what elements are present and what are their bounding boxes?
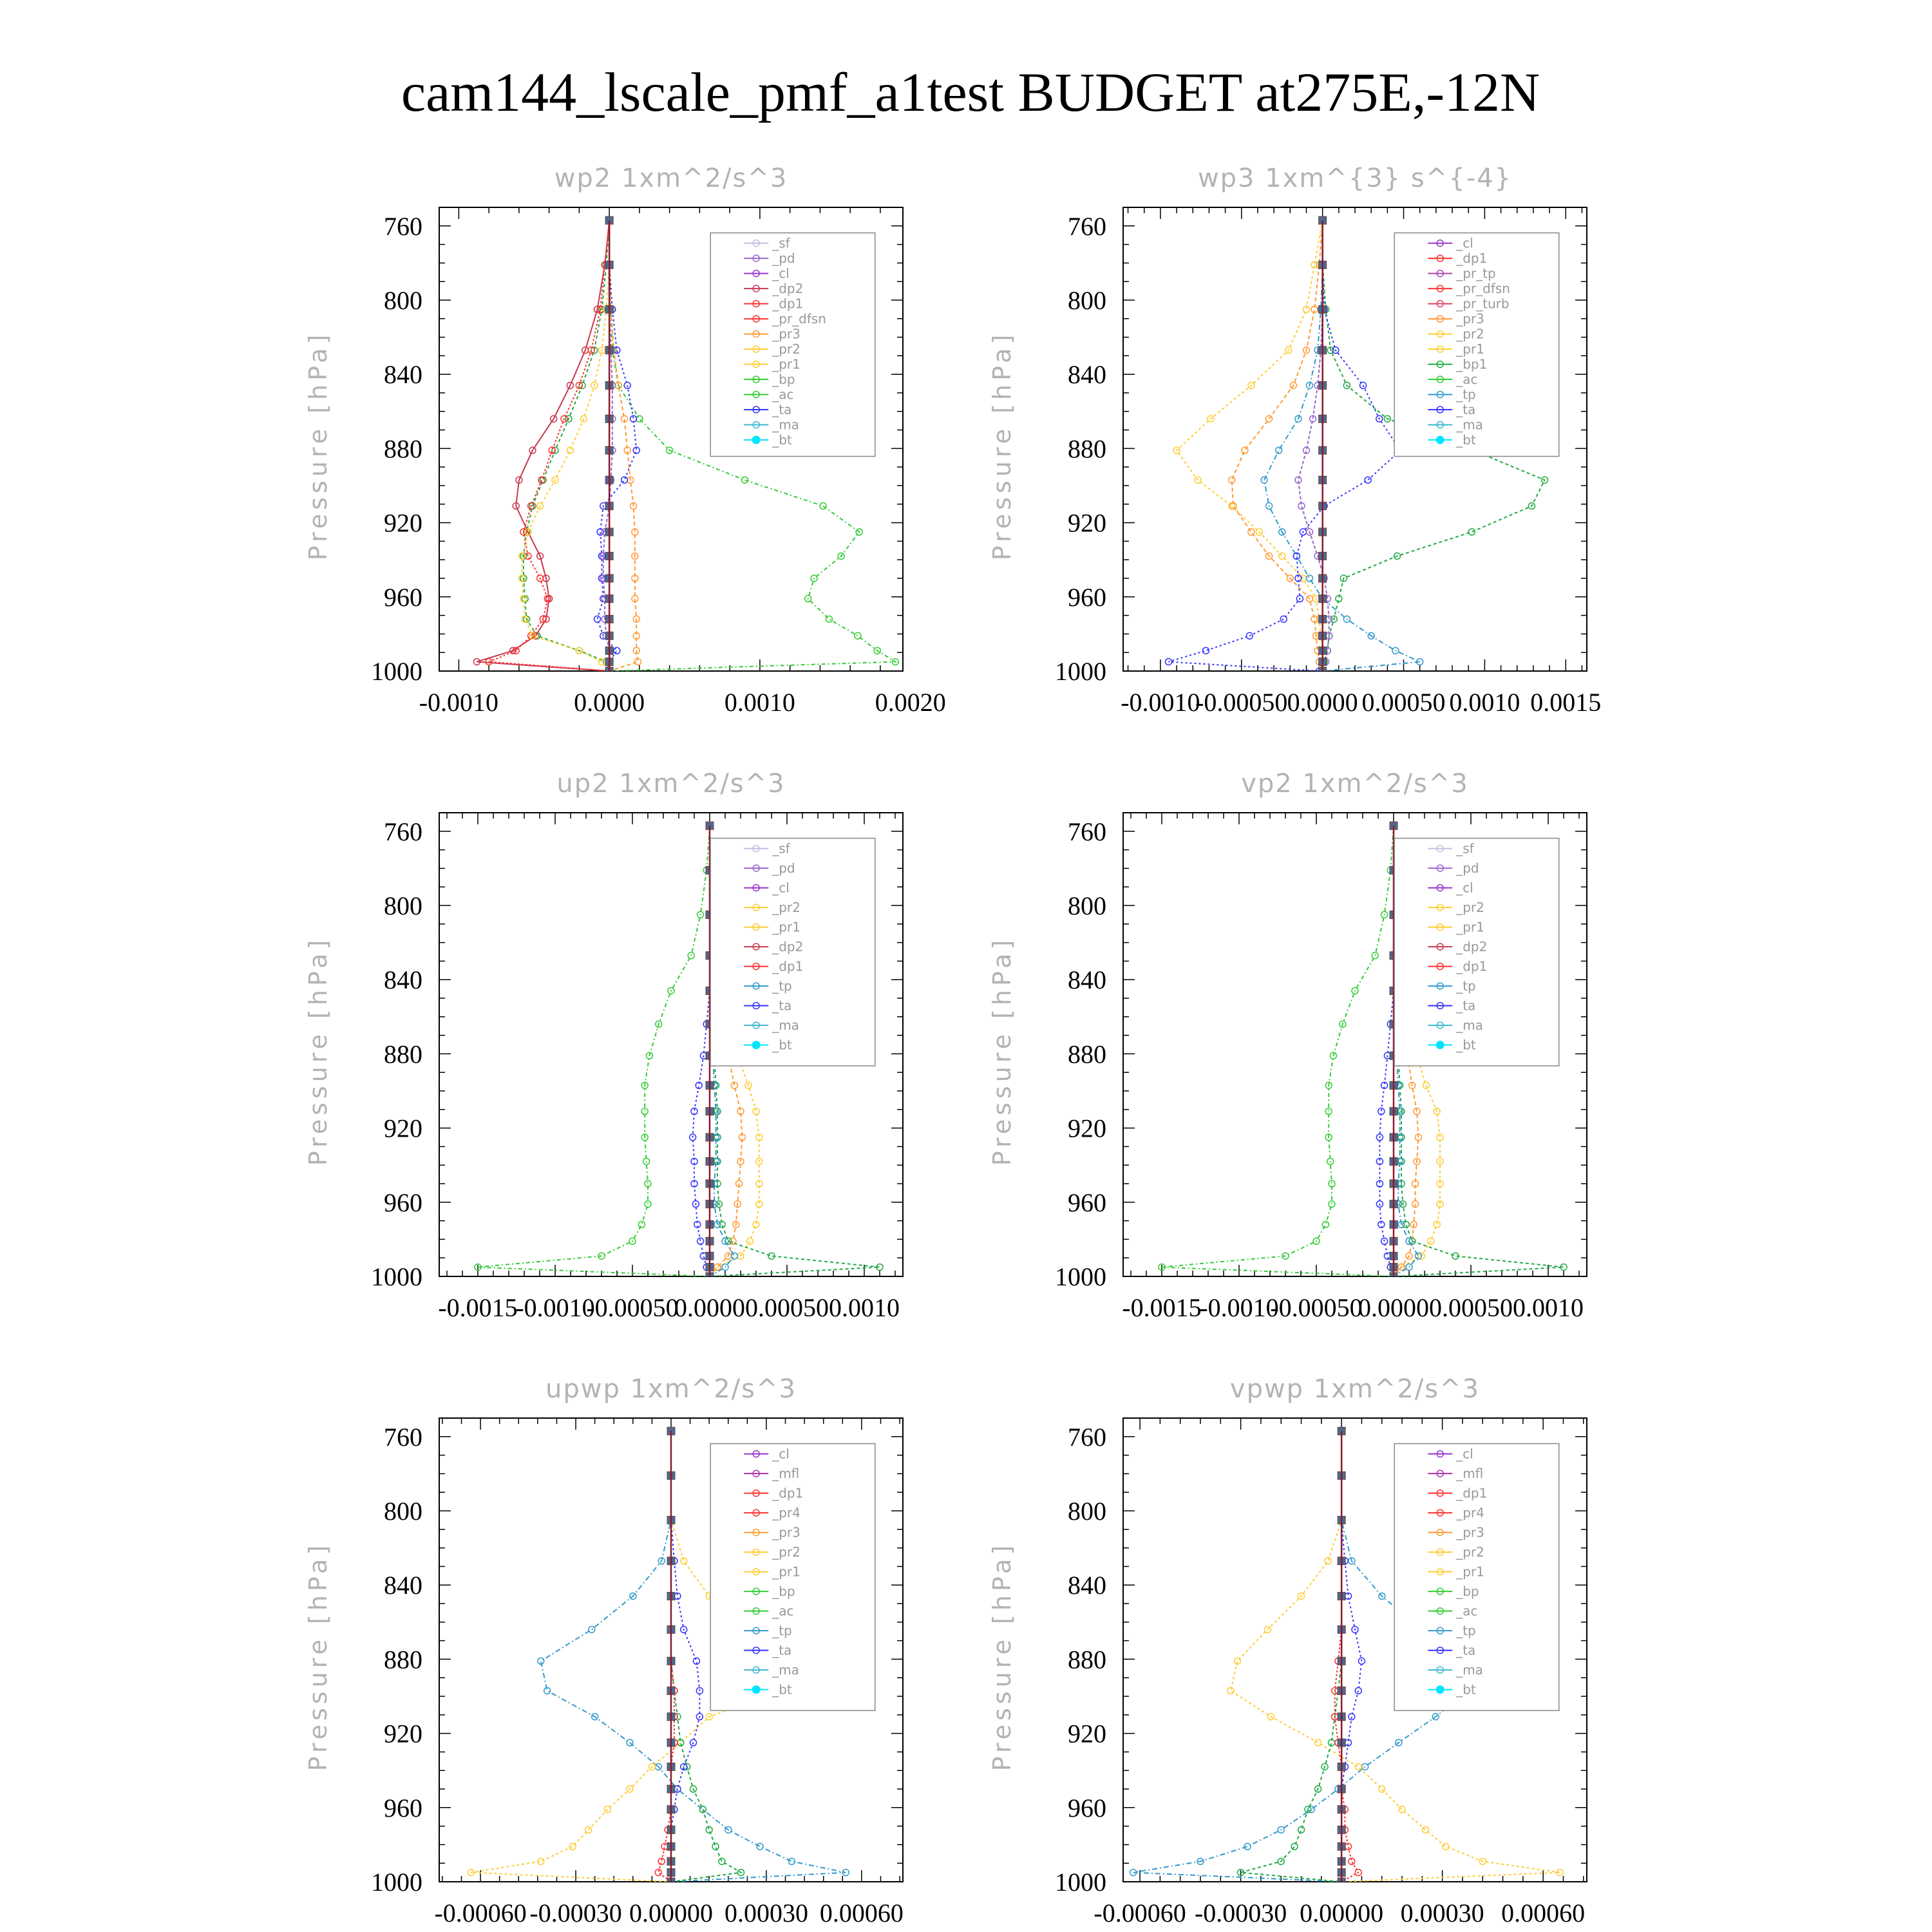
x-tick-label: 0.0000 xyxy=(674,1293,745,1322)
series-point xyxy=(1322,1221,1329,1227)
legend-entry: _ac xyxy=(1456,372,1478,388)
panels xyxy=(304,164,1601,1927)
legend-entry: _pr2 xyxy=(1456,1544,1484,1560)
legend-entry: _ac xyxy=(772,1603,794,1619)
legend-entry: _pr1 xyxy=(772,356,800,372)
series-point xyxy=(567,447,573,453)
series-line xyxy=(1298,220,1329,671)
legend-entry: _bt xyxy=(772,1037,792,1053)
series-point xyxy=(1355,1763,1361,1770)
series-point xyxy=(1325,1558,1331,1564)
y-tick-label: 840 xyxy=(384,360,422,390)
x-tick-label: 0.00000 xyxy=(1300,1899,1384,1927)
y-tick-label: 840 xyxy=(1068,360,1106,390)
legend-entry: _tp xyxy=(1456,978,1476,994)
series-point xyxy=(706,1826,712,1833)
legend-entry: _dp2 xyxy=(1456,939,1488,955)
panel-title: up2 1xm^2/s^3 xyxy=(556,769,786,799)
y-tick-label: 920 xyxy=(384,1113,422,1143)
legend-entry: _pr2 xyxy=(1456,900,1484,916)
series-point xyxy=(1443,1843,1449,1850)
y-axis-label: Pressure [hPa] xyxy=(988,1541,1016,1772)
series-point xyxy=(719,1858,725,1864)
legend-entry: _cl xyxy=(772,1446,790,1462)
series-line xyxy=(1232,220,1323,671)
series-point xyxy=(731,1253,737,1259)
series-point xyxy=(742,477,748,483)
legend-entry: _bt xyxy=(1456,1681,1476,1698)
y-tick-label: 840 xyxy=(384,1571,422,1600)
legend-entry: _cl xyxy=(1456,880,1473,896)
x-tick-label: -0.0015 xyxy=(1122,1293,1202,1322)
legend-entry: _bt xyxy=(1456,1037,1476,1053)
series-point xyxy=(638,1221,645,1227)
series-point xyxy=(569,1843,576,1850)
panel-3 xyxy=(304,769,903,1322)
legend-entry: _pr2 xyxy=(772,1544,800,1560)
series-point xyxy=(1329,1201,1335,1208)
series-point xyxy=(855,632,861,639)
series-point xyxy=(712,1843,719,1850)
series-point xyxy=(1291,1843,1298,1850)
series-point xyxy=(641,1108,648,1115)
y-tick-label: 840 xyxy=(384,965,422,995)
legend-entry: _ta xyxy=(1456,1642,1476,1658)
legend-entry: _pr1 xyxy=(1456,341,1484,357)
series-point xyxy=(1248,529,1255,535)
x-tick-label: 0.0020 xyxy=(875,688,946,717)
legend-entry: _ma xyxy=(1456,1018,1483,1034)
series-point xyxy=(1399,1806,1405,1813)
legend-marker xyxy=(752,436,760,444)
y-tick-label: 760 xyxy=(384,1422,422,1452)
x-tick-label: -0.0010 xyxy=(419,688,499,717)
x-tick-label: 0.0000 xyxy=(574,688,645,717)
x-tick-label: 0.00050 xyxy=(745,1293,829,1322)
legend-entry: _ac xyxy=(772,386,794,402)
y-tick-label: 920 xyxy=(384,508,422,538)
panel-5 xyxy=(304,1374,904,1927)
y-tick-label: 920 xyxy=(1068,1113,1106,1143)
y-tick-label: 960 xyxy=(384,582,422,612)
series-point xyxy=(1280,616,1287,622)
legend-entry: _cl xyxy=(772,880,790,896)
x-tick-label: -0.00030 xyxy=(529,1899,622,1927)
legend-entry: _bt xyxy=(772,1681,792,1698)
series-point xyxy=(1349,1714,1355,1720)
x-tick-label: 0.00030 xyxy=(724,1899,808,1927)
legend-entry: _mfl xyxy=(1456,1466,1484,1482)
y-tick-label: 880 xyxy=(384,434,422,464)
y-tick-label: 800 xyxy=(1068,891,1106,920)
y-tick-label: 960 xyxy=(1068,1188,1106,1217)
legend-entry: _cl xyxy=(1456,1446,1473,1462)
legend-entry: _pd xyxy=(1456,860,1479,876)
x-tick-label: -0.0010 xyxy=(1199,1293,1279,1322)
legend-entry: _pr1 xyxy=(1456,919,1484,935)
legend-entry: _pr3 xyxy=(1456,311,1484,327)
series-point xyxy=(645,1201,651,1208)
x-tick-label: -0.00060 xyxy=(1094,1899,1186,1927)
series-point xyxy=(525,553,531,559)
series-point xyxy=(1298,1826,1305,1833)
legend-entry: _pr1 xyxy=(772,1564,800,1580)
x-tick-label: 0.00030 xyxy=(1400,1899,1484,1927)
y-tick-label: 760 xyxy=(1068,1422,1106,1452)
x-tick-label: -0.00050 xyxy=(1270,1293,1363,1322)
x-tick-label: 0.0015 xyxy=(1530,688,1602,717)
x-tick-label: 0.00000 xyxy=(629,1899,713,1927)
legend-entry: _ta xyxy=(1456,402,1476,418)
x-tick-label: 0.00060 xyxy=(819,1899,904,1927)
legend-marker xyxy=(1436,1686,1444,1694)
legend-entry: _pr2 xyxy=(772,341,800,357)
legend-entry: _pr2 xyxy=(772,900,800,916)
x-tick-label: -0.00050 xyxy=(586,1293,679,1322)
x-tick-label: 0.0010 xyxy=(1449,688,1520,717)
y-tick-label: 1000 xyxy=(371,1868,422,1897)
legend-entry: _bp xyxy=(1456,1584,1479,1600)
legend-entry: _pr4 xyxy=(772,1505,800,1521)
figure-title: cam144_lscale_pmf_a1test BUDGET at275E,-12N xyxy=(401,61,1540,123)
y-axis-label: Pressure [hPa] xyxy=(988,330,1016,561)
legend-entry: _dp1 xyxy=(1456,958,1488,974)
panel-title: upwp 1xm^2/s^3 xyxy=(545,1374,797,1404)
y-tick-label: 1000 xyxy=(1055,657,1106,686)
y-tick-label: 920 xyxy=(384,1719,422,1748)
legend-entry: _bt xyxy=(772,432,792,448)
series-point xyxy=(537,503,544,509)
series-line xyxy=(1177,220,1323,671)
y-axis-label: Pressure [hPa] xyxy=(304,330,332,561)
series-point xyxy=(1372,952,1378,959)
legend-entry: _tp xyxy=(1456,386,1476,402)
legend-marker xyxy=(1436,1041,1444,1049)
x-tick-label: -0.0010 xyxy=(1121,688,1200,717)
series-point xyxy=(1362,1763,1368,1770)
legend-entry: _cl xyxy=(772,265,790,281)
series-point xyxy=(1315,1739,1321,1746)
legend-entry: _ma xyxy=(772,417,799,433)
legend-entry: _pr1 xyxy=(772,919,800,935)
panel-4 xyxy=(988,769,1587,1322)
legend-entry: _ma xyxy=(1456,417,1483,433)
series-point xyxy=(826,616,832,622)
y-axis-label: Pressure [hPa] xyxy=(304,936,332,1166)
y-tick-label: 1000 xyxy=(1055,1262,1106,1291)
y-tick-label: 920 xyxy=(1068,508,1106,538)
x-tick-label: 0.00050 xyxy=(1429,1293,1513,1322)
legend-entry: _bp xyxy=(772,372,795,388)
y-axis-label: Pressure [hPa] xyxy=(304,1541,332,1772)
series-line xyxy=(671,1431,699,1882)
legend-entry: _pr4 xyxy=(1456,1505,1484,1521)
x-tick-label: 0.0000 xyxy=(1358,1293,1429,1322)
series-line xyxy=(1379,826,1394,1276)
panel-title: vp2 1xm^2/s^3 xyxy=(1241,769,1469,799)
legend-entry: _ta xyxy=(772,1642,792,1658)
series-line xyxy=(693,826,710,1276)
series-point xyxy=(614,647,620,654)
series-point xyxy=(1325,1108,1332,1115)
x-tick-label: -0.00050 xyxy=(1195,688,1288,717)
y-tick-label: 800 xyxy=(384,891,422,920)
legend-marker xyxy=(752,1686,760,1694)
series-point xyxy=(1279,553,1285,559)
x-tick-label: -0.0010 xyxy=(515,1293,595,1322)
series-point xyxy=(621,477,628,483)
series-point xyxy=(688,952,694,959)
legend-entry: _tp xyxy=(772,1623,792,1639)
x-tick-label: 0.0010 xyxy=(829,1293,900,1322)
legend-entry: _pr3 xyxy=(772,1524,800,1540)
y-tick-label: 880 xyxy=(1068,1039,1106,1069)
y-tick-label: 1000 xyxy=(371,1262,422,1291)
series-point xyxy=(1242,447,1248,453)
y-tick-label: 760 xyxy=(384,211,422,241)
series-point xyxy=(1276,447,1282,453)
panel-1 xyxy=(304,164,946,717)
y-tick-label: 960 xyxy=(384,1793,422,1823)
legend-entry: _pr2 xyxy=(1456,326,1484,342)
series-line xyxy=(477,220,609,671)
panel-title: wp2 1xm^2/s^3 xyxy=(554,164,788,193)
x-tick-label: -0.00060 xyxy=(434,1899,527,1927)
y-tick-label: 880 xyxy=(384,1645,422,1674)
y-axis-label: Pressure [hPa] xyxy=(988,936,1016,1166)
x-tick-label: 0.00060 xyxy=(1501,1899,1586,1927)
series-line xyxy=(598,220,637,671)
legend-marker xyxy=(1436,436,1444,444)
legend-entry: _pd xyxy=(772,251,795,267)
series-point xyxy=(1365,477,1371,483)
x-tick-label: 0.0000 xyxy=(1287,688,1358,717)
legend-entry: _pr1 xyxy=(1456,1564,1484,1580)
y-tick-label: 960 xyxy=(1068,1793,1106,1823)
legend-entry: _bp1 xyxy=(1456,356,1488,372)
legend-entry: _dp2 xyxy=(772,939,804,955)
x-tick-label: 0.00050 xyxy=(1361,688,1446,717)
legend-entry: _pr3 xyxy=(1456,1524,1484,1540)
legend-entry: _dp1 xyxy=(1456,251,1488,267)
legend-entry: _ma xyxy=(772,1662,799,1678)
legend-entry: _ta xyxy=(772,402,792,418)
panel-2 xyxy=(988,164,1601,717)
x-tick-label: 0.0010 xyxy=(724,688,795,717)
legend-entry: _ac xyxy=(1456,1603,1478,1619)
series-line xyxy=(609,220,638,671)
y-tick-label: 880 xyxy=(1068,434,1106,464)
legend-entry: _cl xyxy=(1456,235,1473,251)
legend-entry: _bt xyxy=(1456,432,1476,448)
series-point xyxy=(1428,1238,1434,1244)
series-line xyxy=(489,220,609,671)
series-point xyxy=(594,616,600,622)
y-tick-label: 1000 xyxy=(1055,1868,1106,1897)
legend-entry: _dp1 xyxy=(772,296,804,312)
y-tick-label: 800 xyxy=(384,1497,422,1526)
series-line xyxy=(1241,1431,1342,1882)
series-point xyxy=(820,503,826,509)
series-line xyxy=(478,826,710,1276)
panel-6 xyxy=(988,1374,1587,1927)
y-tick-label: 800 xyxy=(1068,1497,1106,1526)
series-point xyxy=(1307,575,1313,582)
series-point xyxy=(1379,1786,1385,1792)
series-point xyxy=(589,1626,595,1633)
legend-entry: _sf xyxy=(772,235,790,251)
series-point xyxy=(636,415,643,422)
legend-marker xyxy=(752,1041,760,1049)
legend-entry: _pd xyxy=(772,860,795,876)
x-tick-label: -0.0015 xyxy=(438,1293,518,1322)
y-tick-label: 840 xyxy=(1068,965,1106,995)
y-tick-label: 760 xyxy=(1068,817,1106,846)
legend-entry: _pr_dfsn xyxy=(772,311,826,327)
legend-entry: _dp1 xyxy=(1456,1485,1488,1501)
y-tick-label: 760 xyxy=(1068,211,1106,241)
y-tick-label: 880 xyxy=(384,1039,422,1069)
series-line xyxy=(1335,1431,1359,1882)
y-tick-label: 880 xyxy=(1068,1645,1106,1674)
legend-entry: _pr3 xyxy=(772,326,800,342)
x-tick-label: -0.00030 xyxy=(1194,1899,1287,1927)
series-point xyxy=(722,1264,728,1271)
series-point xyxy=(681,1558,687,1564)
y-tick-label: 800 xyxy=(1068,286,1106,315)
x-tick-label: 0.0010 xyxy=(1513,1293,1584,1322)
legend-entry: _sf xyxy=(772,840,790,857)
legend-entry: _pr_dfsn xyxy=(1456,281,1510,297)
y-tick-label: 960 xyxy=(1068,582,1106,612)
series-point xyxy=(1468,529,1475,535)
legend-entry: _ma xyxy=(772,1018,799,1034)
y-tick-label: 960 xyxy=(384,1188,422,1217)
legend-entry: _sf xyxy=(1456,840,1474,857)
legend-entry: _dp1 xyxy=(772,958,804,974)
y-tick-label: 760 xyxy=(384,817,422,846)
series-point xyxy=(1378,1108,1385,1115)
series-point xyxy=(757,1843,763,1850)
legend-entry: _pr_tp xyxy=(1456,265,1496,281)
y-tick-label: 1000 xyxy=(371,657,422,686)
legend-entry: _ta xyxy=(1456,998,1476,1014)
panel-title: vpwp 1xm^2/s^3 xyxy=(1229,1374,1481,1404)
panel-title: wp3 1xm^{3} s^{-4} xyxy=(1197,164,1513,193)
series-point xyxy=(1423,1826,1429,1833)
y-tick-label: 840 xyxy=(1068,1571,1106,1600)
legend-entry: _mfl xyxy=(772,1466,800,1482)
legend-entry: _tp xyxy=(772,978,792,994)
legend-entry: _pr_turb xyxy=(1456,296,1510,312)
legend-entry: _bp xyxy=(772,1584,795,1600)
series-line xyxy=(1169,220,1401,671)
y-tick-label: 920 xyxy=(1068,1719,1106,1748)
y-tick-label: 800 xyxy=(384,286,422,315)
legend-entry: _dp1 xyxy=(772,1485,804,1501)
legend-entry: _ta xyxy=(772,998,792,1014)
series-point xyxy=(627,1739,633,1746)
legend-entry: _tp xyxy=(1456,1623,1476,1639)
series-point xyxy=(1244,1843,1251,1850)
legend-entry: _ma xyxy=(1456,1662,1483,1678)
series-line xyxy=(1162,826,1394,1276)
series-point xyxy=(1406,1264,1412,1271)
legend-entry: _dp2 xyxy=(772,281,804,297)
